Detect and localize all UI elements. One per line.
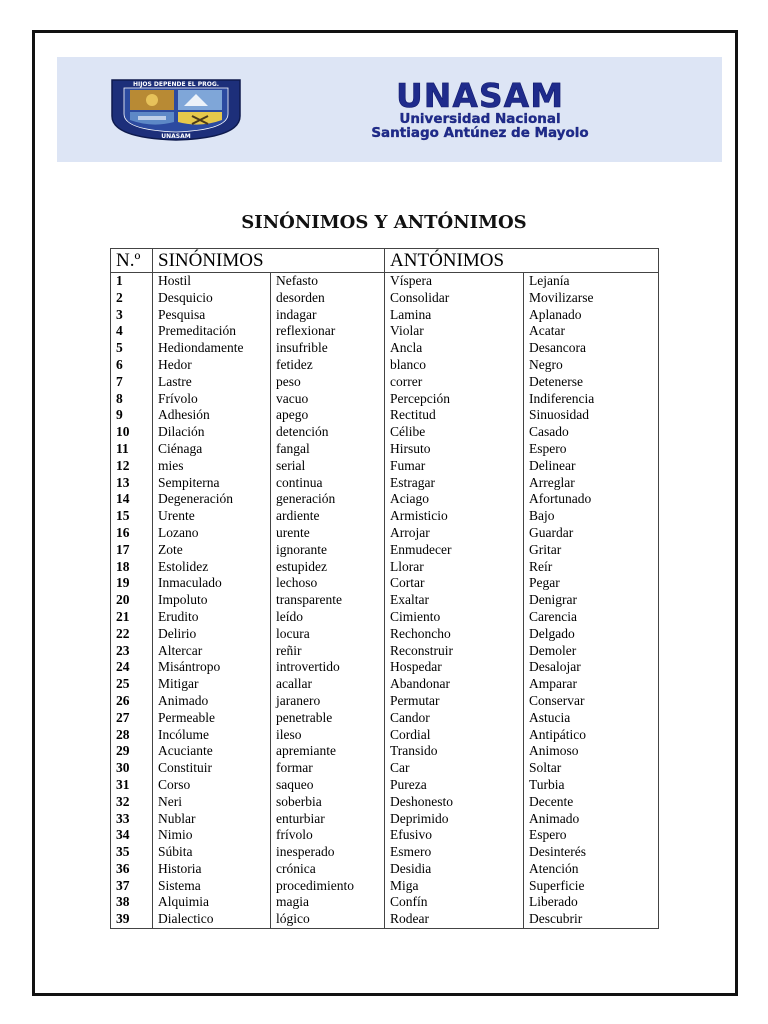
antonym-word: correr	[390, 373, 423, 389]
antonym-opposite: Superficie	[529, 877, 585, 893]
antonym-word: Aciago	[390, 491, 429, 507]
synonym-word: Hedor	[158, 356, 192, 372]
antonym-opposite: Aplanado	[529, 306, 582, 322]
row-number: 39	[116, 911, 130, 927]
brand-name: UNASAM	[395, 76, 565, 115]
synonym-meaning: peso	[276, 373, 301, 389]
antonym-word: Car	[390, 760, 410, 776]
synonym-meaning: locura	[276, 625, 310, 641]
antonym-word: Abandonar	[390, 676, 450, 692]
synonym-word: Erudito	[158, 608, 199, 624]
antonym-opposite: Delinear	[529, 457, 576, 473]
synonym-meaning: lógico	[276, 911, 310, 927]
synonym-word: Lastre	[158, 373, 192, 389]
synonym-word: Delirio	[158, 625, 197, 641]
row-number: 31	[116, 776, 130, 792]
row-number: 23	[116, 642, 130, 658]
synonym-word: Ciénaga	[158, 440, 203, 456]
synonym-meaning: formar	[276, 760, 313, 776]
row-number: 16	[116, 524, 130, 540]
synonym-word: Dilación	[158, 424, 205, 440]
row-number: 34	[116, 827, 130, 843]
antonym-opposite: Soltar	[529, 760, 562, 776]
row-number: 15	[116, 508, 130, 524]
synonym-word: Neri	[158, 793, 182, 809]
antonym-word: Pureza	[390, 776, 427, 792]
synonym-meaning: crónica	[276, 860, 316, 876]
row-number: 27	[116, 709, 130, 725]
synonym-meaning: inesperado	[276, 844, 335, 860]
synonym-word: Historia	[158, 860, 202, 876]
seal-label: UNASAM	[161, 133, 191, 140]
antonym-word: Rectitud	[390, 407, 436, 423]
row-number: 30	[116, 760, 130, 776]
synonym-meaning: ardiente	[276, 508, 320, 524]
brand-line-2: Santiago Antúnez de Mayolo	[371, 125, 589, 141]
antonym-word: Estragar	[390, 474, 435, 490]
synonym-meaning: ileso	[276, 726, 302, 742]
synonym-meaning: fangal	[276, 440, 310, 456]
synonym-meaning: serial	[276, 457, 306, 473]
antonym-opposite: Lejanía	[529, 273, 570, 288]
synonym-word: mies	[158, 457, 184, 473]
synonym-meaning: transparente	[276, 592, 342, 608]
synonym-word: Frívolo	[158, 390, 198, 406]
synonym-meaning: Nefasto	[276, 273, 318, 288]
row-number: 32	[116, 793, 130, 809]
antonym-word: Confín	[390, 894, 428, 910]
synonym-word: Mitigar	[158, 676, 199, 692]
row-number: 5	[116, 340, 123, 356]
antonym-word: Hospedar	[390, 659, 442, 675]
row-number: 17	[116, 541, 130, 557]
row-number: 8	[116, 390, 123, 406]
synonym-word: Sempiterna	[158, 474, 220, 490]
antonym-opposite: Reír	[529, 558, 553, 574]
antonym-opposite: Desinterés	[529, 844, 586, 860]
synonym-meaning: continua	[276, 474, 323, 490]
antonym-word: Miga	[390, 877, 419, 893]
antonym-opposite-column	[524, 273, 659, 929]
synonym-meaning: detención	[276, 424, 329, 440]
synonym-word-column	[153, 273, 271, 929]
row-number: 18	[116, 558, 130, 574]
row-number: 9	[116, 407, 123, 423]
synonym-meaning: penetrable	[276, 709, 333, 725]
row-number: 3	[116, 306, 123, 322]
antonym-opposite: Animoso	[529, 743, 579, 759]
antonym-opposite: Pegar	[529, 575, 560, 591]
synonym-meaning: lechoso	[276, 575, 318, 591]
row-number: 6	[116, 356, 123, 372]
antonym-word: Fumar	[390, 457, 426, 473]
synonym-word: Nimio	[158, 827, 193, 843]
synonym-meaning: desorden	[276, 289, 325, 305]
synonym-word: Constituir	[158, 760, 213, 776]
antonym-opposite: Carencia	[529, 608, 577, 624]
antonym-word: Violar	[390, 323, 424, 339]
synonym-meaning: magia	[276, 894, 309, 910]
synonym-meaning: apego	[276, 407, 309, 423]
antonym-word: Enmudecer	[390, 541, 452, 557]
synonym-word: Animado	[158, 692, 209, 708]
document-title: SINÓNIMOS Y ANTÓNIMOS	[241, 212, 527, 233]
antonym-word: Cordial	[390, 726, 431, 742]
synonym-meaning: enturbiar	[276, 810, 325, 826]
number-column-header: N.º	[111, 249, 153, 273]
synonym-meaning: leído	[276, 608, 303, 624]
synonym-word: Hediondamente	[158, 340, 244, 356]
row-number: 7	[116, 373, 123, 389]
antonym-word: Esmero	[390, 844, 432, 860]
antonym-opposite: Decente	[529, 793, 574, 809]
antonym-word: Ancla	[390, 340, 423, 356]
antonym-word: Cimiento	[390, 608, 441, 624]
synonym-meaning: reñir	[276, 642, 302, 658]
antonym-word: Rechoncho	[390, 625, 451, 641]
antonym-opposite: Acatar	[529, 323, 565, 339]
synonym-word: Incólume	[158, 726, 209, 742]
antonym-word: Deshonesto	[390, 793, 454, 809]
row-number: 2	[116, 289, 123, 305]
antonym-word: Célibe	[390, 424, 426, 440]
row-number: 4	[116, 323, 123, 339]
synonym-word: Impoluto	[158, 592, 208, 608]
antonym-opposite: Delgado	[529, 625, 575, 641]
synonym-meaning: urente	[276, 524, 310, 540]
synonym-word: Permeable	[158, 709, 215, 725]
antonym-word: Candor	[390, 709, 430, 725]
synonym-meaning-column	[271, 273, 385, 929]
antonym-opposite: Atención	[529, 860, 579, 876]
synonym-meaning: ignorante	[276, 541, 327, 557]
antonym-word: Permutar	[390, 692, 440, 708]
synonym-meaning: acallar	[276, 676, 312, 692]
row-number: 10	[116, 424, 130, 440]
antonym-opposite: Conservar	[529, 692, 585, 708]
synonym-word: Estolidez	[158, 558, 209, 574]
row-number: 25	[116, 676, 130, 692]
antonym-opposite: Bajo	[529, 508, 555, 524]
synonym-meaning: jaranero	[276, 692, 321, 708]
synonym-word: Súbita	[158, 844, 193, 860]
university-brand	[300, 76, 660, 141]
antonym-word: Víspera	[390, 273, 432, 288]
antonym-opposite: Denigrar	[529, 592, 577, 608]
row-number: 37	[116, 877, 130, 893]
row-number: 28	[116, 726, 130, 742]
antonym-word: Cortar	[390, 575, 425, 591]
row-number: 33	[116, 810, 130, 826]
antonym-opposite: Antipático	[529, 726, 587, 742]
antonym-opposite: Sinuosidad	[529, 407, 590, 423]
antonym-opposite: Arreglar	[529, 474, 575, 490]
synonym-word: Pesquisa	[158, 306, 206, 322]
synonym-word: Alquimia	[158, 894, 209, 910]
antonym-opposite: Animado	[529, 810, 580, 826]
row-number: 20	[116, 592, 130, 608]
synonym-word: Adhesión	[158, 407, 210, 423]
row-number: 35	[116, 844, 130, 860]
antonym-opposite: Movilizarse	[529, 289, 594, 305]
brand-line-1: Universidad Nacional	[399, 111, 561, 127]
row-number: 36	[116, 860, 130, 876]
synonym-word: Urente	[158, 508, 195, 524]
row-number: 38	[116, 894, 130, 910]
antonym-opposite: Amparar	[529, 676, 577, 692]
row-number: 19	[116, 575, 130, 591]
synonym-word: Dialectico	[158, 911, 214, 927]
synonym-meaning: vacuo	[276, 390, 309, 406]
synonym-meaning: insufrible	[276, 340, 328, 356]
antonym-word: Reconstruir	[390, 642, 454, 658]
row-number: 1	[116, 273, 123, 288]
antonym-opposite: Turbia	[529, 776, 565, 792]
synonym-meaning: reflexionar	[276, 323, 336, 339]
number-column	[111, 273, 153, 929]
antonym-opposite: Desancora	[529, 340, 586, 356]
synonym-word: Degeneración	[158, 491, 233, 507]
synonym-word: Inmaculado	[158, 575, 222, 591]
antonym-opposite: Gritar	[529, 541, 562, 557]
table-body-row	[111, 273, 659, 929]
antonym-word: Armisticio	[390, 508, 448, 524]
antonym-opposite: Astucia	[529, 709, 571, 725]
synonym-word: Nublar	[158, 810, 196, 826]
antonym-word: Deprimido	[390, 810, 449, 826]
antonym-opposite: Guardar	[529, 524, 574, 540]
seal-motto: HIJOS DEPENDE EL PROG.	[132, 81, 220, 88]
antonym-opposite: Negro	[529, 356, 563, 372]
antonym-word: Hirsuto	[390, 440, 431, 456]
antonym-opposite: Afortunado	[529, 491, 592, 507]
row-number: 12	[116, 457, 130, 473]
synonym-meaning: indagar	[276, 306, 317, 322]
synonym-meaning: frívolo	[276, 827, 313, 843]
antonym-opposite: Espero	[529, 827, 567, 843]
antonym-opposite: Detenerse	[529, 373, 583, 389]
antonym-opposite: Descubrir	[529, 911, 583, 927]
synonym-meaning: estupidez	[276, 558, 327, 574]
vocabulary-table	[110, 248, 659, 929]
synonym-meaning: apremiante	[276, 743, 336, 759]
synonym-word: Corso	[158, 776, 191, 792]
synonym-word: Misántropo	[158, 659, 221, 675]
synonym-word: Acuciante	[158, 743, 213, 759]
synonym-word: Hostil	[158, 273, 192, 288]
table-header-row	[111, 249, 659, 273]
antonyms-column-header: ANTÓNIMOS	[385, 249, 659, 273]
row-number: 14	[116, 491, 130, 507]
synonym-word: Zote	[158, 541, 183, 557]
antonym-opposite: Casado	[529, 424, 569, 440]
antonym-word: Percepción	[390, 390, 450, 406]
university-seal-logo	[108, 76, 244, 142]
antonym-word: Arrojar	[390, 524, 430, 540]
row-number: 26	[116, 692, 130, 708]
row-number: 24	[116, 659, 130, 675]
antonym-word: Llorar	[390, 558, 424, 574]
row-number: 21	[116, 608, 130, 624]
antonym-word-column	[385, 273, 524, 929]
row-number: 29	[116, 743, 130, 759]
synonym-word: Desquicio	[158, 289, 213, 305]
synonym-word: Sistema	[158, 877, 201, 893]
synonym-word: Altercar	[158, 642, 203, 658]
antonym-word: Desidia	[390, 860, 432, 876]
row-number: 22	[116, 625, 130, 641]
antonym-word: Transido	[390, 743, 438, 759]
antonym-opposite: Liberado	[529, 894, 578, 910]
antonym-word: blanco	[390, 356, 427, 372]
synonym-meaning: fetidez	[276, 356, 313, 372]
antonym-opposite: Desalojar	[529, 659, 581, 675]
antonym-opposite: Demoler	[529, 642, 577, 658]
antonym-word: Lamina	[390, 306, 432, 322]
antonym-opposite: Espero	[529, 440, 567, 456]
row-number: 13	[116, 474, 130, 490]
synonym-meaning: generación	[276, 491, 336, 507]
antonym-word: Rodear	[390, 911, 429, 927]
synonym-word: Premeditación	[158, 323, 236, 339]
synonym-meaning: introvertido	[276, 659, 340, 675]
antonym-word: Consolidar	[390, 289, 450, 305]
synonyms-column-header: SINÓNIMOS	[153, 249, 385, 273]
synonym-meaning: soberbia	[276, 793, 322, 809]
antonym-word: Efusivo	[390, 827, 433, 843]
synonym-meaning: procedimiento	[276, 877, 354, 893]
antonym-opposite: Indiferencia	[529, 390, 595, 406]
row-number: 11	[116, 440, 129, 456]
synonym-meaning: saqueo	[276, 776, 314, 792]
antonym-word: Exaltar	[390, 592, 429, 608]
synonym-word: Lozano	[158, 524, 199, 540]
